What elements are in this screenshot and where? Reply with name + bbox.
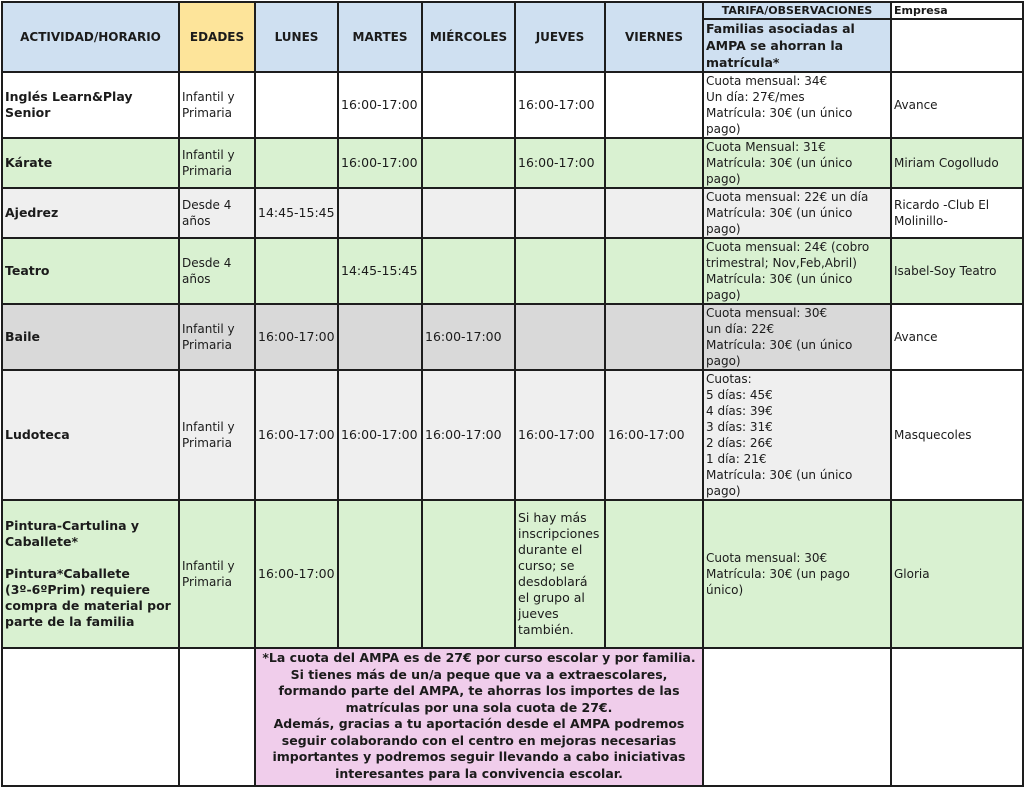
- activity-tarifa: Cuota mensual: 34€ Un día: 27€/mes Matrícula: 30€ (un único pago): [703, 72, 891, 138]
- activity-tarifa: Cuotas: 5 días: 45€ 4 días: 39€ 3 días: 31€ 2 días: 26€ 1 día: 21€ Matrícula: 30€ (un único pago): [703, 370, 891, 500]
- time-jueves-note: Si hay más inscripciones durante el curso; se desdoblará el grupo al jueves también.: [515, 500, 605, 648]
- activity-tarifa: Cuota Mensual: 31€ Matrícula: 30€ (un único pago): [703, 138, 891, 188]
- activity-tarifa: Cuota mensual: 24€ (cobro trimestral; Nov,Feb,Abril) Matrícula: 30€ (un único pago): [703, 238, 891, 304]
- header-miercoles: MIÉRCOLES: [422, 2, 515, 72]
- activity-name: Kárate: [2, 138, 179, 188]
- footer-blank-empresa: [891, 648, 1023, 786]
- time-miercoles: [422, 138, 515, 188]
- activity-ages: Desde 4 años: [179, 188, 255, 238]
- time-martes: 16:00-17:00: [338, 138, 422, 188]
- time-jueves: [515, 304, 605, 370]
- activity-empresa: Masquecoles: [891, 370, 1023, 500]
- time-viernes: 16:00-17:00: [605, 370, 703, 500]
- activity-ages: Desde 4 años: [179, 238, 255, 304]
- time-miercoles: [422, 188, 515, 238]
- time-viernes: [605, 188, 703, 238]
- header-edades: EDADES: [179, 2, 255, 72]
- time-lunes: 16:00-17:00: [255, 304, 338, 370]
- activity-name: Pintura-Cartulina y Caballete* Pintura*Caballete (3º-6ºPrim) requiere compra de material por parte de la familia: [2, 500, 179, 648]
- activity-name: Baile: [2, 304, 179, 370]
- activity-empresa: Isabel-Soy Teatro: [891, 238, 1023, 304]
- activity-name: Teatro: [2, 238, 179, 304]
- time-lunes: [255, 138, 338, 188]
- header-empresa-blank: [891, 19, 1023, 72]
- time-miercoles: [422, 500, 515, 648]
- activity-ages: Infantil y Primaria: [179, 304, 255, 370]
- time-miercoles: [422, 72, 515, 138]
- time-jueves: 16:00-17:00: [515, 138, 605, 188]
- time-martes: [338, 500, 422, 648]
- time-lunes: 16:00-17:00: [255, 370, 338, 500]
- activity-ages: Infantil y Primaria: [179, 370, 255, 500]
- activities-schedule-table: [1, 1, 1024, 787]
- activity-ages: Infantil y Primaria: [179, 138, 255, 188]
- footer-row: [2, 648, 1023, 786]
- time-jueves: 16:00-17:00: [515, 72, 605, 138]
- activity-ages: Infantil y Primaria: [179, 500, 255, 648]
- table-row-ingles: [2, 72, 1023, 138]
- time-viernes: [605, 304, 703, 370]
- time-viernes: [605, 72, 703, 138]
- activity-tarifa: Cuota mensual: 30€ un día: 22€ Matrícula: 30€ (un único pago): [703, 304, 891, 370]
- time-jueves: [515, 188, 605, 238]
- time-lunes: 14:45-15:45: [255, 188, 338, 238]
- table-row-baile: [2, 304, 1023, 370]
- table-row-teatro: [2, 238, 1023, 304]
- time-viernes: [605, 500, 703, 648]
- activity-tarifa: Cuota mensual: 22€ un día Matrícula: 30€ (un único pago): [703, 188, 891, 238]
- table-row-karate: [2, 138, 1023, 188]
- activity-empresa: Miriam Cogolludo: [891, 138, 1023, 188]
- time-viernes: [605, 238, 703, 304]
- time-martes: 14:45-15:45: [338, 238, 422, 304]
- time-jueves: [515, 238, 605, 304]
- header-row: [2, 2, 1023, 19]
- activity-name: Ajedrez: [2, 188, 179, 238]
- activity-tarifa: Cuota mensual: 30€ Matrícula: 30€ (un pago único): [703, 500, 891, 648]
- header-empresa: Empresa: [891, 2, 1023, 19]
- footer-blank-actividad: [2, 648, 179, 786]
- ampa-footer-note: *La cuota del AMPA es de 27€ por curso escolar y por familia. Si tienes más de un/a peque que va a extraescolares, formando parte del AMPA, te ahorras los importes de las matrículas por una sola cuota de 27€. Además, gracias a tu aportación desde el AMPA podremos seguir colaborando con el centro en mejoras necesarias importantes y podremos seguir llevando a cabo iniciativas interesantes para la convivencia escolar.: [255, 648, 703, 786]
- time-jueves: 16:00-17:00: [515, 370, 605, 500]
- table-row-pintura: [2, 500, 1023, 648]
- footer-blank-tarifa: [703, 648, 891, 786]
- time-miercoles: [422, 238, 515, 304]
- time-martes: [338, 188, 422, 238]
- time-miercoles: 16:00-17:00: [422, 370, 515, 500]
- table-row-ludoteca: [2, 370, 1023, 500]
- header-lunes: LUNES: [255, 2, 338, 72]
- activity-name: Inglés Learn&Play Senior: [2, 72, 179, 138]
- header-tarifa-ampa-note: Familias asociadas al AMPA se ahorran la matrícula*: [703, 19, 891, 72]
- activity-name: Ludoteca: [2, 370, 179, 500]
- header-jueves: JUEVES: [515, 2, 605, 72]
- time-lunes: [255, 72, 338, 138]
- time-martes: 16:00-17:00: [338, 370, 422, 500]
- time-viernes: [605, 138, 703, 188]
- activity-empresa: Avance: [891, 304, 1023, 370]
- header-tarifa: TARIFA/OBSERVACIONES: [703, 2, 891, 19]
- activity-ages: Infantil y Primaria: [179, 72, 255, 138]
- activity-empresa: Avance: [891, 72, 1023, 138]
- activity-empresa: Ricardo -Club El Molinillo-: [891, 188, 1023, 238]
- time-lunes: 16:00-17:00: [255, 500, 338, 648]
- time-lunes: [255, 238, 338, 304]
- time-martes: 16:00-17:00: [338, 72, 422, 138]
- header-actividad: ACTIVIDAD/HORARIO: [2, 2, 179, 72]
- time-miercoles: 16:00-17:00: [422, 304, 515, 370]
- time-martes: [338, 304, 422, 370]
- header-viernes: VIERNES: [605, 2, 703, 72]
- header-martes: MARTES: [338, 2, 422, 72]
- footer-blank-edades: [179, 648, 255, 786]
- table-row-ajedrez: [2, 188, 1023, 238]
- activity-empresa: Gloria: [891, 500, 1023, 648]
